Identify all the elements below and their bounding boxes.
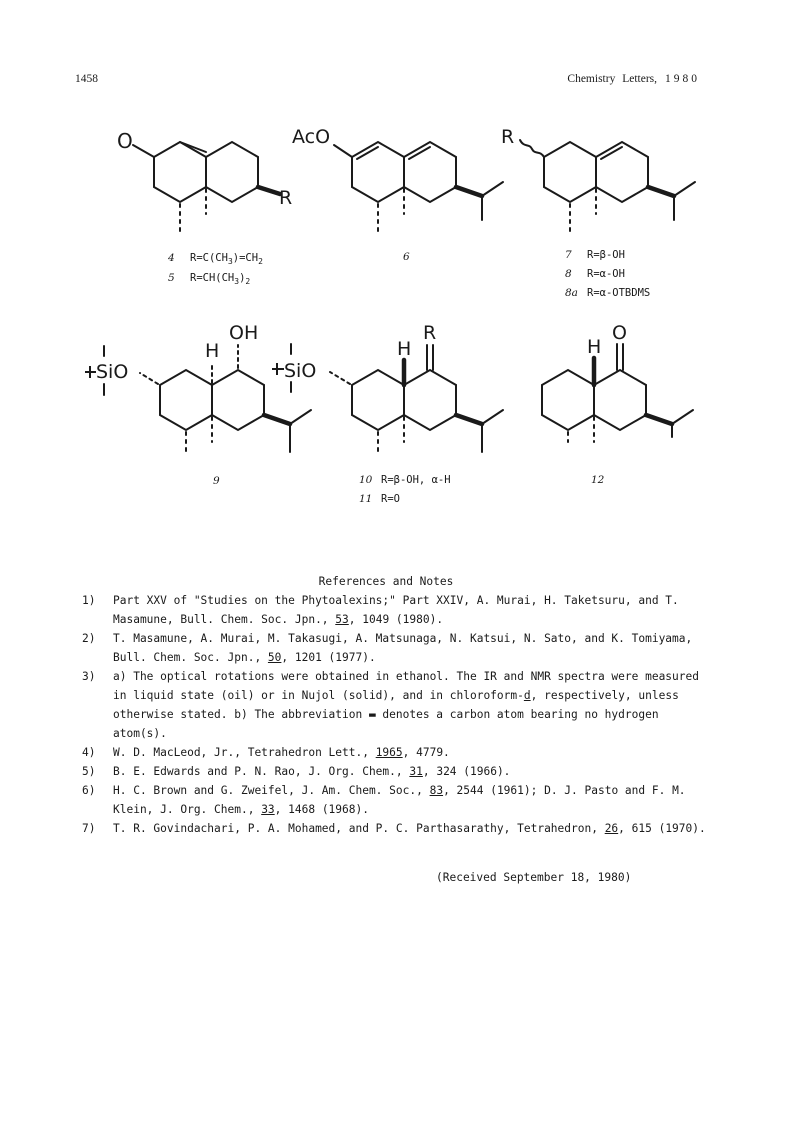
page-number: 1458 [75,73,98,85]
compound-7-label: 7 R=β-OH [565,249,625,261]
journal-name: Chemistry Letters, [567,73,657,85]
atom-label-oh: OH [229,322,259,344]
structure-12 [542,344,693,442]
reference-item: 7) T. R. Govindachari, P. A. Mohamed, and P. C. Parthasarathy, Tetrahedron, 26, 615 (1970). [82,819,712,838]
compound-8-label: 8 R=α-OH [565,268,625,280]
reference-item: 3) a) The optical rotations were obtained in ethanol. The IR and NMR spectra were measured in liquid state (oil) or in Nujol (solid), and in chloroform-d, respectively, unless otherwise stated. b) The abbreviation ▬ denotes a carbon atom bearing no hydrogen atom(s). [82,667,712,743]
journal-year: 1980 [665,73,700,85]
atom-label-h: H [205,340,220,362]
reference-number: 2) [82,632,96,645]
atom-label-o: O [117,129,133,153]
reference-item: 6) H. C. Brown and G. Zweifel, J. Am. Chem. Soc., 83, 2544 (1961); D. J. Pasto and F. M. Klein, J. Org. Chem., 33, 1468 (1968). [82,781,712,819]
received-date: (Received September 18, 1980) [436,871,632,884]
compound-8a-label: 8a R=α-OTBDMS [565,287,651,299]
reference-item: 5) B. E. Edwards and P. N. Rao, J. Org. Chem., 31, 324 (1966). [82,762,712,781]
structure-6 [334,142,503,232]
compound-9-label: 9 [213,475,220,487]
structure-7-8 [520,140,695,232]
atom-label-r: R [279,187,293,209]
structure-10-11 [291,344,503,456]
reference-number: 4) [82,746,96,759]
structure-4-5 [133,142,280,232]
compound-4-label: 4 $R=C(CH_3)=CH_2$ [168,252,263,267]
atom-label-o: O [612,322,627,344]
compound-10-label: 10 R=β-OH, α-H [359,474,451,486]
reference-number: 7) [82,822,96,835]
compound-12-label: 12 [591,474,605,486]
reference-number: 5) [82,765,96,778]
compound-11-label: 11 R=O [359,493,400,505]
references-section [82,572,712,838]
atom-label-aco: AcO [292,126,331,148]
reference-number: 1) [82,594,96,607]
reference-number: 6) [82,784,96,797]
atom-label-r: R [423,322,437,344]
compound-6-label: 6 [403,251,410,263]
atom-label-sio: SiO [284,360,317,382]
compound-5-label: 5 $R=CH(CH_3)_2$ [168,272,251,287]
atom-label-r: R [501,126,515,148]
reference-item: 2) T. Masamune, A. Murai, M. Takasugi, A. Matsunaga, N. Katsui, N. Sato, and K. Tomiyama, Bull. Chem. Soc. Jpn., 50, 1201 (1977). [82,629,712,667]
reference-item: 4) W. D. MacLeod, Jr., Tetrahedron Lett., 1965, 4779. [82,743,712,762]
atom-label-h: H [587,336,602,358]
atom-label-sio: SiO [96,361,129,383]
reference-item: 1) Part XXV of "Studies on the Phytoalexins;" Part XXIV, A. Murai, H. Taketsuru, and T. Masamune, Bull. Chem. Soc. Jpn., 53, 1049 (1980). [82,591,712,629]
atom-label-h: H [397,338,412,360]
references-title: References and Notes [318,575,454,588]
reference-number: 3) [82,670,96,683]
